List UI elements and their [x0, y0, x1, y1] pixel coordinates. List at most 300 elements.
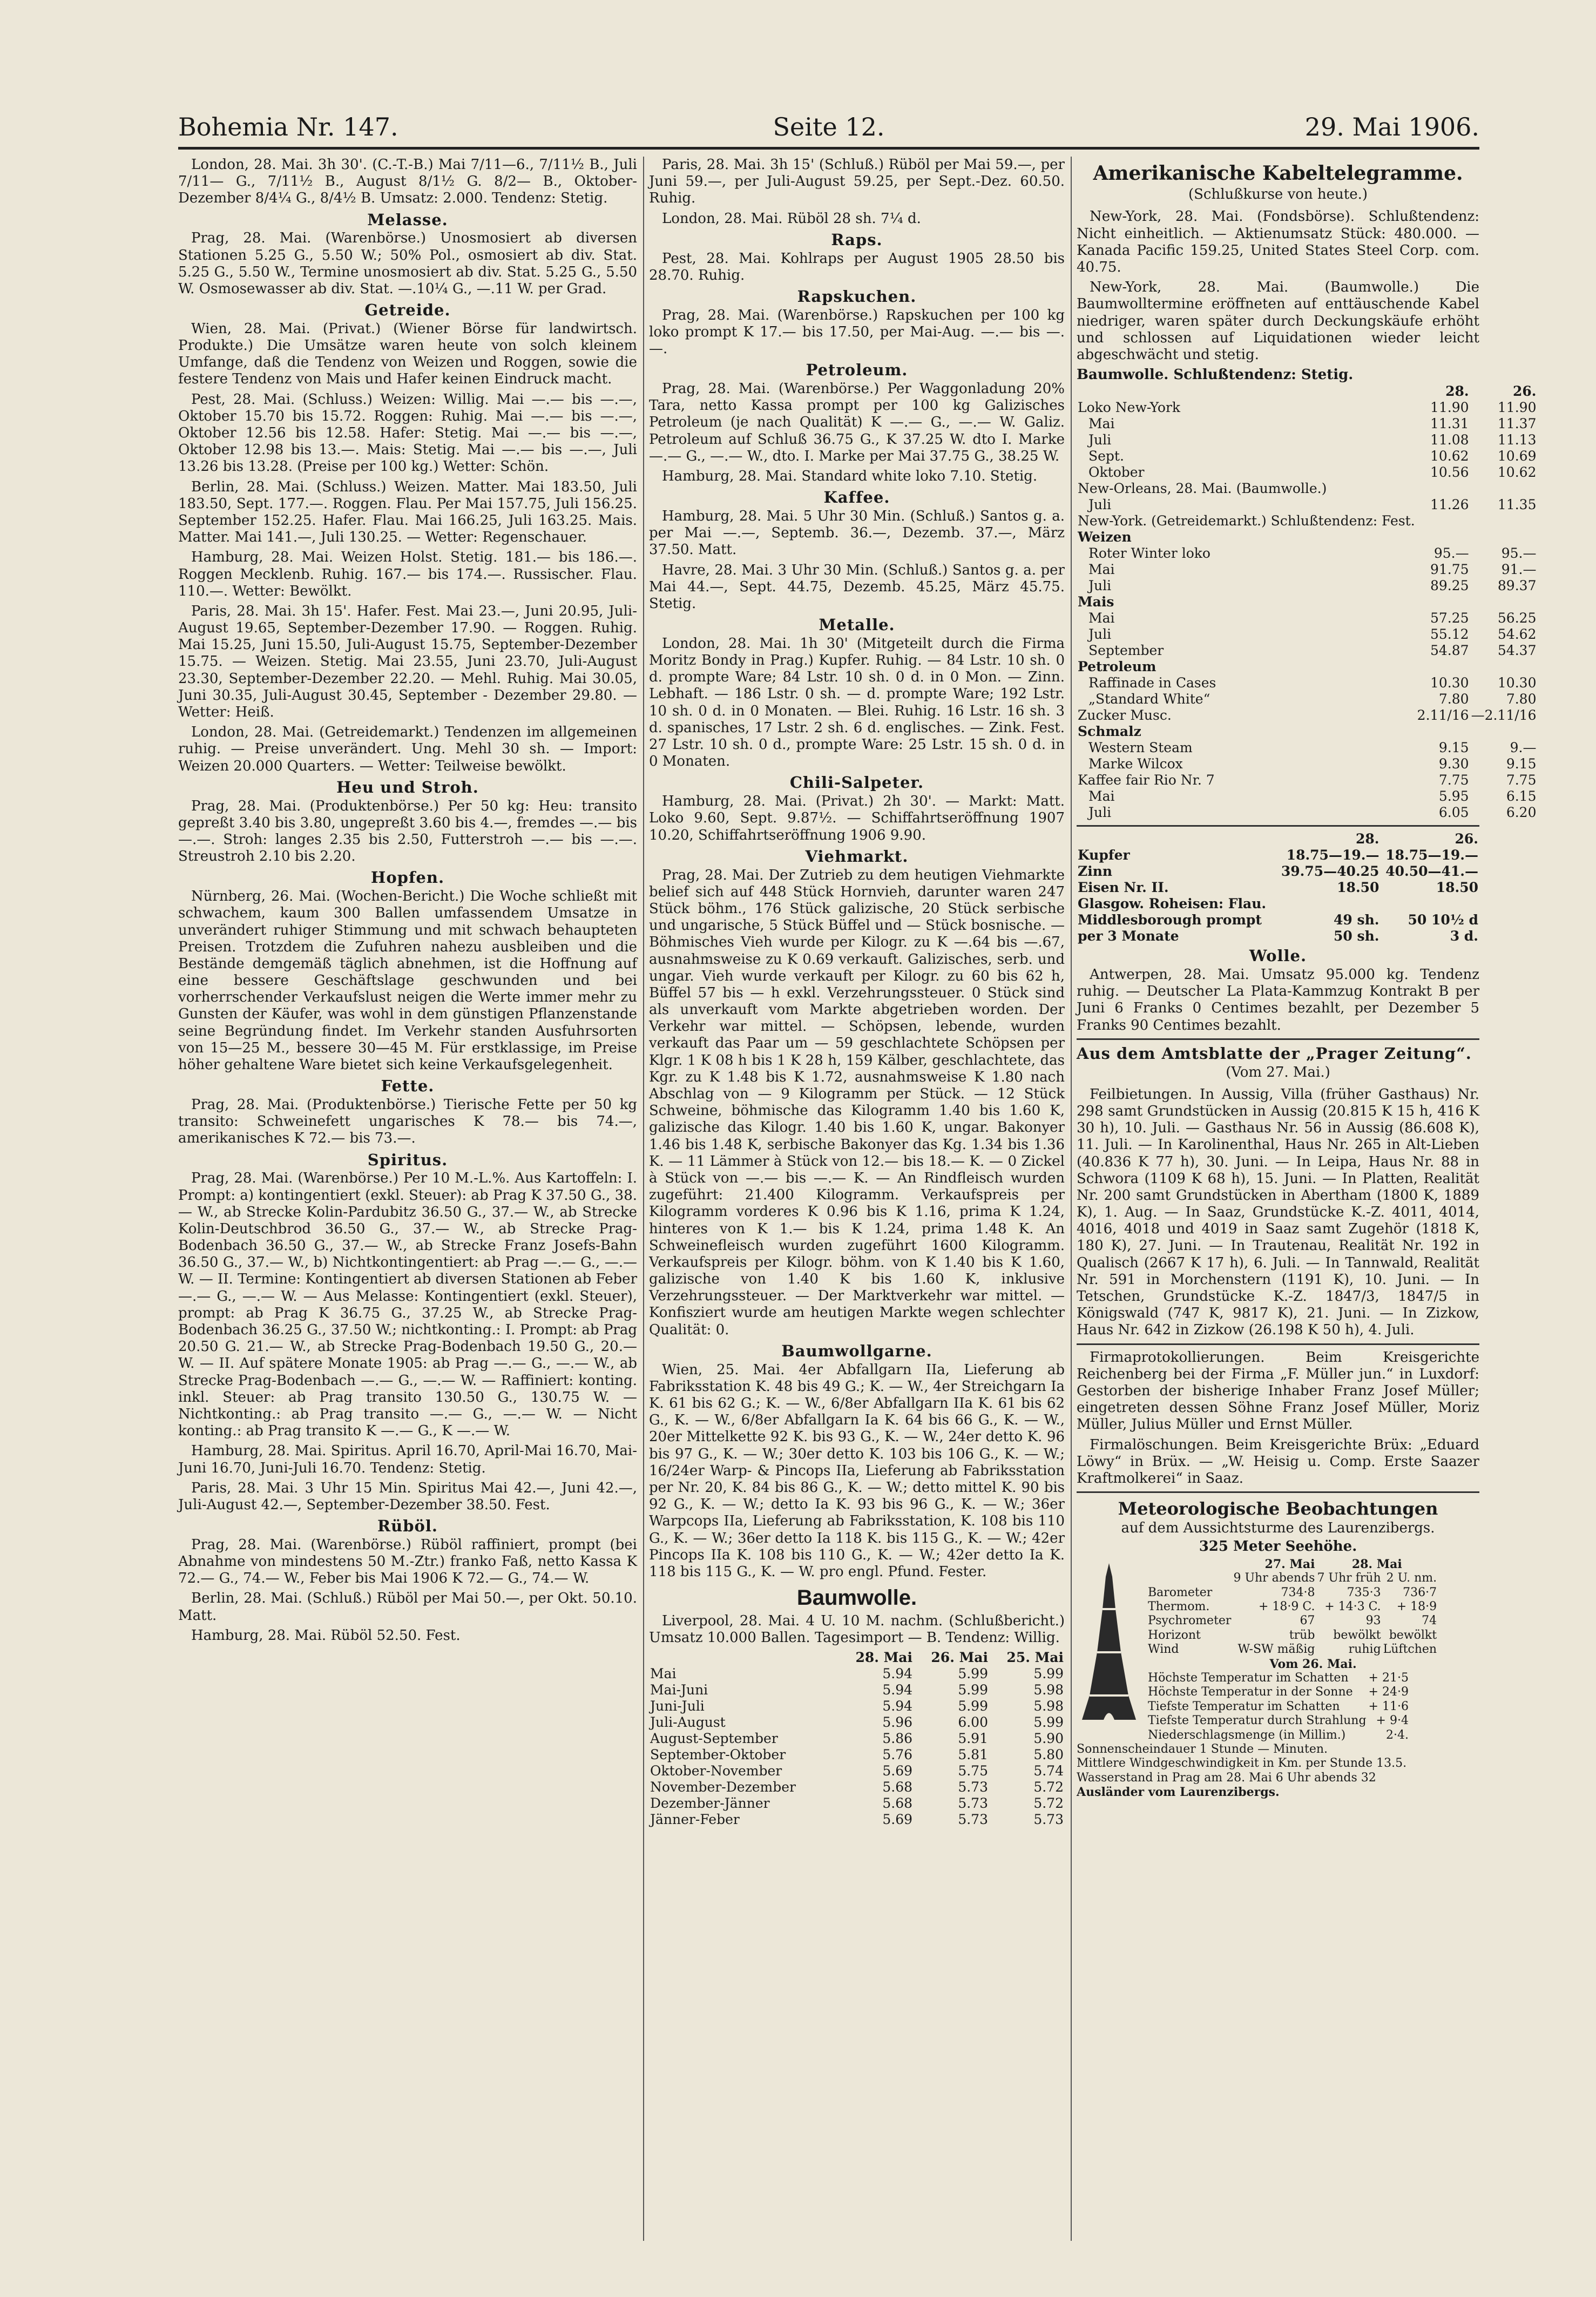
table-row	[1077, 928, 1479, 944]
section-heading: Kaffee.	[823, 488, 890, 507]
table-row	[1077, 400, 1537, 416]
row-label: Wind	[1148, 1643, 1179, 1657]
table-cell: 5.74	[1033, 1763, 1064, 1779]
article-paragraph: New-York, 28. Mai. (Baumwolle.) Die Baumwolltermine eröffneten auf enttäuschende Kabel niedriger, waren später durch Deckungskäufe erhöht und schlossen auf Liquidationen wieder leicht abgeschwächt und stetig.	[1077, 279, 1479, 363]
row-label: Mai	[1088, 562, 1115, 578]
section-heading: Wolle.	[1249, 947, 1307, 965]
table-cell: + 24·9	[1368, 1685, 1409, 1699]
table-row	[1077, 513, 1537, 529]
table-cell: + 21·5	[1368, 1671, 1409, 1685]
row-label: Western Steam	[1088, 740, 1193, 756]
table-cell: 5.94	[882, 1682, 913, 1698]
table-cell: 5.72	[1033, 1795, 1064, 1812]
table-cell: 9.—	[1510, 740, 1537, 756]
table-cell: 18.75—19.—	[1385, 847, 1478, 863]
table-cell: 7.80	[1506, 691, 1537, 707]
table-cell: 11.35	[1497, 497, 1537, 513]
table-cell: 10.30	[1497, 675, 1537, 691]
article-paragraph: Prag, 28. Mai. (Warenbörse.) Per Waggonladung 20% Tara, netto Kassa prompt per 100 kg Galizisches Petroleum (je nach Qualität) K —.— G., —.— W. Galiz. Petroleum auf Schluß 36.75 G., K 37.25 W. dto I. Marke —.— G., —.— W., dto. I. Marke per Mai 37.75 G., 38.25 W.	[649, 381, 1065, 464]
page-header	[178, 108, 1479, 150]
article-paragraph: Havre, 28. Mai. 3 Uhr 30 Min. (Schluß.) Santos g. a. per Mai 44.—, Sept. 44.75, Dezemb. 45.25, März 45.75. Stetig.	[649, 562, 1065, 612]
table-cell: 7.75	[1438, 772, 1469, 788]
table-cell: 11.13	[1497, 432, 1537, 448]
row-label: Juli	[1088, 805, 1112, 821]
table-cell: 5.80	[1033, 1747, 1064, 1763]
table-row	[1147, 1685, 1410, 1699]
row-label: Petroleum	[1078, 659, 1157, 675]
row-label: August-September	[650, 1731, 778, 1747]
row-label: New-York. (Getreidemarkt.) Schlußtendenz: Fest.	[1078, 513, 1415, 529]
cable-price-table	[1077, 383, 1537, 821]
table-cell: bewölkt	[1389, 1628, 1437, 1642]
row-label: Horizont	[1148, 1628, 1201, 1642]
row-label: Eisen Nr. II.	[1078, 880, 1169, 896]
article-paragraph: London, 28. Mai. (Getreidemarkt.) Tendenzen im allgemeinen ruhig. — Preise unverändert. Ung. Mehl 30 sh. — Import: Weizen 20.000 Quarters. — Wetter: Teilweise bewölkt.	[178, 724, 637, 774]
column-1	[178, 157, 637, 2241]
table-cell: 93	[1365, 1614, 1381, 1628]
table-cell	[1470, 529, 1538, 545]
page-number: Seite 12.	[773, 112, 885, 141]
row-label: Mai-Juni	[650, 1682, 708, 1698]
row-label: Middlesborough prompt	[1078, 912, 1262, 928]
table-cell: 6.00	[958, 1714, 988, 1731]
article-paragraph: Wien, 28. Mai. (Privat.) (Wiener Börse für landwirtsch. Produkte.) Die Umsätze waren heute von solch kleinem Umfange, daß die Tendenz von Weizen und Roggen, sowie die festere Tendenz von Mais und Hafer keinen Eindruck macht.	[178, 320, 637, 388]
row-label: Zinn	[1078, 863, 1113, 880]
row-label: Jänner-Feber	[650, 1812, 740, 1828]
divider	[1077, 825, 1479, 827]
table-cell	[1416, 659, 1470, 675]
row-label: Kupfer	[1078, 847, 1130, 863]
table-cell: 54.37	[1497, 643, 1537, 659]
table-row	[1077, 610, 1537, 626]
row-label: Mai	[650, 1666, 677, 1682]
table-row	[1077, 464, 1537, 481]
table-row	[1147, 1629, 1438, 1643]
section-subtitle: 325 Meter Seehöhe.	[1199, 1538, 1357, 1555]
section-heading: Raps.	[831, 230, 883, 249]
row-label: Mai	[1088, 788, 1115, 805]
table-cell: 39.75—40.25	[1281, 863, 1379, 880]
row-label: Glasgow. Roheisen: Flau.	[1078, 896, 1267, 912]
meteo-footnote: Mittlere Windgeschwindigkeit in Km. per Stunde 13.5.	[1077, 1756, 1407, 1771]
table-cell: 74	[1422, 1614, 1437, 1628]
table-cell: 5.73	[958, 1795, 988, 1812]
row-label: Juni-Juli	[650, 1698, 705, 1714]
table-row	[1077, 756, 1537, 772]
row-label: November-Dezember	[650, 1779, 796, 1795]
article-paragraph: Hamburg, 28. Mai. (Privat.) 2h 30'. — Markt: Matt. Loko 9.60, Sept. 9.87½. — Schiffahrtseröffnung 1907 10.20, Schiffahrtseröffnung 1906 9.90.	[649, 793, 1065, 843]
section-heading: Baumwolle.	[796, 1586, 917, 1610]
table-cell: 18.75—19.—	[1286, 847, 1379, 863]
masthead: Bohemia Nr. 147.	[178, 112, 398, 141]
table-row	[1147, 1643, 1438, 1657]
table-row	[649, 1763, 1065, 1779]
table-header-row	[649, 1650, 1065, 1666]
row-label: Tiefste Temperatur im Schatten	[1148, 1699, 1340, 1713]
table-cell: + 18·9	[1396, 1600, 1437, 1614]
divider	[1077, 1491, 1479, 1493]
table-cell: 6.05	[1438, 805, 1469, 821]
article-paragraph: Hamburg, 28. Mai. Weizen Holst. Stetig. 181.— bis 186.—. Roggen Mecklenb. Ruhig. 167.— bis 174.—. Russischer. Flau. 110.—. Wetter: Bewölkt.	[178, 549, 637, 599]
row-label: Dezember-Jänner	[650, 1795, 770, 1812]
table-row	[1077, 847, 1479, 863]
table-cell: 5.91	[958, 1731, 988, 1747]
table-row	[1077, 805, 1537, 821]
table-cell	[1380, 896, 1479, 912]
table-cell: 5.72	[1033, 1779, 1064, 1795]
table-cell: 11.37	[1497, 416, 1537, 432]
row-label: per 3 Monate	[1078, 928, 1179, 944]
section-heading: Fette.	[381, 1077, 435, 1096]
table-cell: 5.99	[958, 1698, 988, 1714]
table-cell: 50 sh.	[1334, 928, 1379, 944]
row-label: Juli	[1088, 578, 1112, 594]
article-paragraph: Prag, 28. Mai. (Produktenbörse.) Tierische Fette per 50 kg transito: Schweinefett ungarisches K 78.— bis 74.—, amerikanisches K 72.— bis 73.—.	[178, 1096, 637, 1147]
table-row	[1147, 1700, 1410, 1714]
table-cell: 91.—	[1501, 562, 1537, 578]
table-cell	[1416, 513, 1470, 529]
article-paragraph: Hamburg, 28. Mai. 5 Uhr 30 Min. (Schluß.) Santos g. a. per Mai —.—, Septemb. 36.—, Dezemb. 37.—, März 37.50. Matt.	[649, 508, 1065, 558]
column-header: 28.	[1355, 831, 1379, 847]
table-cell: 18.50	[1436, 880, 1478, 896]
table-cell: 5.99	[958, 1666, 988, 1682]
table-row	[1077, 432, 1537, 448]
column-header: 28. Mai	[855, 1650, 913, 1666]
table-cell: 5.94	[882, 1666, 913, 1682]
article-paragraph: London, 28. Mai. Rüböl 28 sh. 7¼ d.	[662, 210, 921, 227]
article-paragraph: Paris, 28. Mai. 3h 15' (Schluß.) Rüböl per Mai 59.—, per Juni 59.—, per Juli-August 59.25, per Sept.-Dez. 60.50. Ruhig.	[649, 157, 1065, 207]
article-paragraph: Hamburg, 28. Mai. Standard white loko 7.10. Stetig.	[662, 468, 1038, 485]
column-header: 26.	[1455, 831, 1478, 847]
table-cell: 95.—	[1433, 545, 1469, 562]
table-row	[1077, 529, 1537, 545]
row-label: Marke Wilcox	[1088, 756, 1183, 772]
article-paragraph: New-York, 28. Mai. (Fondsbörse). Schlußtendenz: Nicht einheitlich. — Aktienumsatz Stück: 480.000. — Kanada Pacific 159.25, United States Steel Corp. com. 40.75.	[1077, 208, 1479, 275]
section-title: Amerikanische Kabeltelegramme.	[1093, 162, 1463, 185]
table-row	[1077, 707, 1537, 724]
newspaper-page	[178, 108, 1537, 2241]
table-row	[1147, 1671, 1410, 1685]
table-row	[1077, 896, 1479, 912]
article-paragraph: London, 28. Mai. 3h 30'. (C.-T.-B.) Mai 7/11—6., 7/11½ B., Juli 7/11— G., 7/11½ B., August 8/1½ G. 8/2— B., Oktober-Dezember 8/4¼ G., 8/4½ B. Umsatz: 2.000. Tendenz: Stetig.	[178, 157, 637, 207]
table-row	[1147, 1728, 1410, 1742]
table-cell: 95.—	[1501, 545, 1537, 562]
table-row	[649, 1666, 1065, 1682]
table-cell: 10.62	[1497, 464, 1537, 481]
article-paragraph: Paris, 28. Mai. 3h 15'. Hafer. Fest. Mai 23.—, Juni 20.95, Juli-August 19.65, September-Dezember 17.90. — Roggen. Ruhig. Mai 15.25, Juni 15.50, Juli-August 15.75, September-Dezember 15.75. — Weizen. Stetig. Mai 23.55, Juni 23.70, Juli-August 23.30, September-Dezember 22.20. — Mehl. Ruhig. Mai 30.05, Juni 30.35, Juli-August 30.45, September - Dezember 29.80. — Wetter: Heiß.	[178, 603, 637, 721]
table-row	[1077, 863, 1479, 880]
table-cell: 9.15	[1438, 740, 1469, 756]
table-caption: Baumwolle. Schlußtendenz: Stetig.	[1077, 367, 1354, 383]
column-header: 25. Mai	[1006, 1650, 1064, 1666]
table-cell: 5.69	[882, 1812, 913, 1828]
table-cell: 5.98	[1033, 1682, 1064, 1698]
table-cell: 40.50—41.—	[1385, 863, 1478, 880]
column-subheader: 9 Uhr abends	[1233, 1571, 1315, 1585]
table-cell: 9.15	[1506, 756, 1537, 772]
meteo-footnote: Sonnenscheindauer 1 Stunde — Minuten.	[1077, 1742, 1328, 1756]
table-row	[1147, 1586, 1438, 1600]
meteo-extremes-table	[1147, 1671, 1410, 1742]
table-cell: 5.75	[958, 1763, 988, 1779]
table-row	[649, 1698, 1065, 1714]
table-cell: 5.94	[882, 1698, 913, 1714]
section-heading: Viehmarkt.	[805, 847, 909, 866]
divider	[1077, 1038, 1479, 1040]
table-row	[1077, 578, 1537, 594]
table-cell	[1470, 594, 1538, 610]
row-label: Juli	[1088, 432, 1112, 448]
table-row	[1077, 788, 1537, 805]
row-label: Schmalz	[1078, 724, 1141, 740]
article-paragraph: London, 28. Mai. 1h 30' (Mitgeteilt durch die Firma Moritz Bondy in Prag.) Kupfer. Ruhig. — 84 Lstr. 10 sh. 0 d. prompte Ware; 84 Lstr. 10 sh. 0 d. in 0 Mon. — Zinn. Lebhaft. — 186 Lstr. 0 sh. — d. prompte Ware; 192 Lstr. 10 sh. 0 d. in 0 Monaten. — Blei. Ruhig. 16 Lstr. 16 sh. 3 d. spanisches, 17 Lstr. 2 sh. 6 d. englisches. — Zink. Fest. 27 Lstr. 10 sh. 0 d., prompte Ware: 25 Lstr. 15 sh. 0 d. in 0 Monaten.	[649, 635, 1065, 770]
table-cell: 89.25	[1430, 578, 1469, 594]
table-cell: 736·7	[1403, 1585, 1437, 1599]
table-cell: bewölkt	[1333, 1628, 1381, 1642]
table-cell: 50 10½ d	[1408, 912, 1478, 928]
table-cell: 67	[1300, 1614, 1315, 1628]
observation-tower-illustration	[1077, 1560, 1141, 1722]
article-paragraph: Berlin, 28. Mai. (Schluß.) Rüböl per Mai 50.—, per Okt. 50.10. Matt.	[178, 1590, 637, 1624]
meteo-footnote: Ausländer vom Laurenzibergs.	[1077, 1785, 1280, 1800]
article-paragraph: Hamburg, 28. Mai. Spiritus. April 16.70, April-Mai 16.70, Mai-Juni 16.70, Juni-Juli 16.70. Tendenz: Stetig.	[178, 1443, 637, 1476]
table-cell: 11.08	[1430, 432, 1469, 448]
table-cell: 11.90	[1430, 400, 1469, 416]
table-row	[649, 1682, 1065, 1698]
row-label: Juli	[1088, 626, 1112, 643]
table-cell: 10.30	[1430, 675, 1469, 691]
table-cell: 5.99	[1033, 1714, 1064, 1731]
table-row	[1077, 880, 1479, 896]
table-row	[1077, 659, 1537, 675]
table-cell: + 14·3 C.	[1324, 1600, 1381, 1614]
article-paragraph: Berlin, 28. Mai. (Schluss.) Weizen. Matter. Mai 183.50, Juli 183.50, Sept. 177.—. Roggen. Flau. Per Mai 157.75, Juli 156.25. September 152.25. Hafer. Flau. Mai 166.25, Juli 163.25. Mais. Matter. Mai 141.—, Juli 130.25. — Wetter: Regenschauer.	[178, 478, 637, 546]
section-heading: Heu und Stroh.	[336, 778, 479, 796]
table-row	[1077, 675, 1537, 691]
section-heading: Aus dem Amtsblatte der „Prager Zeitung“.	[1077, 1044, 1472, 1063]
column-3	[1077, 157, 1537, 2241]
table-row	[1147, 1614, 1438, 1628]
article-paragraph: Prag, 28. Mai. (Warenbörse.) Per 10 M.-L.%. Aus Kartoffeln: I. Prompt: a) kontingentiert (exkl. Steuer): ab Prag K 37.50 G., 38.— W., ab Strecke Kolin-Pardubitz 36.50 G., 37.— W., ab Strecke Kolin-Deutschbrod 36.50 G., 37.— W., ab Strecke Prag-Bodenbach 36.50 G., 37.— W., ab Strecke Franz Josefs-Bahn 36.50 G., 37.— W., b) Nichtkontingentiert: ab Prag —.— G., —.— W. — II. Termine: Kontingentiert ab diversen Stationen ab Feber —.— G., —.— W. — Aus Melasse: Kontingentiert (exkl. Steuer), prompt: ab Prag K 36.75 G., 37.25 W., ab Strecke Prag-Bodenbach 36.25 G., 37.50 W.; nichtkonting.: I. Prompt: ab Prag 20.50 G. 21.— W., ab Strecke Prag-Bodenbach 19.50 G., 20.— W. — II. Auf spätere Monate 1905: ab Prag —.— G., —.— W., ab Strecke Prag-Bodenbach —.— G., —.— W. — Raffiniert: konting. inkl. Steuer: ab Prag transito 130.50 G., 130.75 W. — Nichtkonting.: ab Prag transito —.— G., —.— W. — Nicht konting.: ab Prag transito K —.— G., K —.— W.	[178, 1170, 637, 1440]
table-cell: 5.73	[958, 1812, 988, 1828]
table-cell: 91.75	[1430, 562, 1469, 578]
table-cell	[1276, 896, 1381, 912]
table-cell: 5.73	[958, 1779, 988, 1795]
table-cell: 5.99	[958, 1682, 988, 1698]
section-heading: Metalle.	[819, 616, 895, 634]
table-row	[649, 1795, 1065, 1812]
row-label: Raffinade in Cases	[1088, 675, 1216, 691]
article-paragraph: Wien, 25. Mai. 4er Abfallgarn IIa, Lieferung ab Fabriksstation K. 48 bis 49 G.; K. — W., 4er Streichgarn Ia K. 61 bis 62 G.; K. — W., 6/8er Abfallgarn IIa K. 61 bis 62 G., K. — W., 6/8er Abfallgarn Ia K. 64 bis 66 G., K. — W., 20er Mittelkette 92 K. bis 93 G., K. — W., 24er detto K. 96 bis 97 G., K. — W.; 30er detto K. 103 bis 106 G., K. — W.; 16/24er Warp- & Pincops IIa, Lieferung ab Fabriksstation per Nr. 20, K. 84 bis 86 G., K. — W.; detto mittel K. 90 bis 92 G., K. — W.; detto Ia K. 93 bis 96 G., K. — W.; 36er Warpcops IIa, Lieferung ab Fabriksstation, K. 108 bis 110 G., K. — W.; 36er detto Ia 118 K. bis 115 G., K. — W.; 42er Pincops IIa K. 108 bis 110 G., K. — W.; 42er detto Ia K. 118 bis 115 G., K. — W. pro engl. Pfund. Fester.	[649, 1361, 1065, 1580]
table-row	[1147, 1600, 1438, 1614]
meteo-footnote: Wasserstand in Prag am 28. Mai 6 Uhr abends 32	[1077, 1771, 1376, 1785]
section-heading: Getreide.	[364, 301, 451, 320]
table-cell: 5.96	[882, 1714, 913, 1731]
table-cell: 11.90	[1497, 400, 1537, 416]
table-cell: 5.95	[1438, 788, 1469, 805]
article-paragraph: Firmalöschungen. Beim Kreisgerichte Brüx: „Eduard Löwy“ in Brüx. — „W. Heisig u. Comp. Erste Saazer Kraftmolkerei“ in Saaz.	[1077, 1436, 1479, 1487]
row-label: Sept.	[1088, 448, 1124, 464]
table-row	[649, 1714, 1065, 1731]
column-rule	[643, 157, 644, 2241]
article-paragraph: Pest, 28. Mai. Kohlraps per August 1905 28.50 bis 28.70. Ruhig.	[649, 250, 1065, 283]
section-heading: Hopfen.	[370, 868, 445, 887]
table-cell: + 18·9 C.	[1258, 1600, 1315, 1614]
article-paragraph: Feilbietungen. In Aussig, Villa (früher Gasthaus) Nr. 298 samt Grundstücken in Aussig (20.815 K 15 h, 416 K 30 h), 10. Juli. — Gasthaus Nr. 56 in Aussig (86.608 K), 11. Juli. — In Karolinenthal, Haus Nr. 265 in Alt-Lieben (40.836 K 77 h), 30. Juni. — In Leipa, Haus Nr. 88 in Schwora (1109 K 68 h), 15. Juni. — In Platten, Realität Nr. 200 samt Grundstücken in Abertham (1800 K, 1889 K), 1. Aug. — In Saaz, Grundstücke K.-Z. 4011, 4014, 4016, 4018 und 4019 in Saaz samt Zugehör (1818 K, 180 K), 27. Juni. — In Trautenau, Realität Nr. 192 in Qualisch (2667 K 17 h), 6. Juli. — In Tannwald, Realität Nr. 591 in Morchenstern (1191 K), 10. Juni. — In Tetschen, Grundstücke K.-Z. 1847/3, 1847/5 in Königswald (747 K, 9817 K), 21. Juni. — In Zizkow, Haus Nr. 642 in Zizkow (26.198 K 50 h), 4. Juli.	[1077, 1086, 1479, 1339]
row-label: „Standard White“	[1088, 691, 1210, 707]
table-header-row	[1077, 831, 1479, 847]
table-header-row	[1077, 383, 1537, 400]
table-cell: 5.81	[958, 1747, 988, 1763]
column-header: 27. Mai	[1264, 1557, 1315, 1571]
row-label: Niederschlagsmenge (in Millim.)	[1148, 1728, 1346, 1742]
table-cell	[1470, 481, 1538, 497]
table-cell: + 11·6	[1368, 1699, 1409, 1713]
table-cell	[1470, 724, 1538, 740]
row-label: Roter Winter loko	[1088, 545, 1210, 562]
table-row	[1077, 626, 1537, 643]
section-heading: Baumwollgarne.	[781, 1341, 932, 1360]
table-cell: 11.26	[1430, 497, 1469, 513]
table-cell: 5.73	[1033, 1812, 1064, 1828]
table-cell: 10.62	[1430, 448, 1469, 464]
row-label: Oktober	[1088, 464, 1145, 481]
table-row	[649, 1747, 1065, 1763]
table-cell: 7.75	[1506, 772, 1537, 788]
table-cell: 5.68	[882, 1779, 913, 1795]
column-header: 28. Mai	[1351, 1557, 1402, 1571]
article-paragraph: Antwerpen, 28. Mai. Umsatz 95.000 kg. Tendenz ruhig. — Deutscher La Plata-Kammzug Kontrakt B per Juni 6 Franks 0 Centimes bezahlt, per Dezember 5 Franks 90 Centimes bezahlt.	[1077, 967, 1479, 1033]
section-heading: Chili-Salpeter.	[789, 773, 924, 792]
row-label: September-Oktober	[650, 1747, 786, 1763]
article-paragraph: Prag, 28. Mai. (Warenbörse.) Unosmosiert ab diversen Stationen 5.25 G., 5.50 W.; 50% Pol., osmosiert ab div. Stat. 5.25 G., 5.50 W., Termine unosmosiert ab div. Stat. 5.25 G., 5.50 W. Osmosewasser ab div. Stat. —.10¼ G., —.11 W. per Grad.	[178, 230, 637, 297]
table-row	[1077, 448, 1537, 464]
table-cell: 89.37	[1497, 578, 1537, 594]
issue-date: 29. Mai 1906.	[1304, 112, 1479, 141]
table-cell: 10.56	[1430, 464, 1469, 481]
table-cell: 49 sh.	[1334, 912, 1379, 928]
table-cell: 55.12	[1430, 626, 1469, 643]
table-cell	[1416, 529, 1470, 545]
table-cell: W-SW mäßig	[1237, 1643, 1315, 1657]
table-cell: 734·8	[1281, 1585, 1315, 1599]
column-rule	[1071, 157, 1072, 2241]
table-cell	[1416, 594, 1470, 610]
table-cell: 6.15	[1506, 788, 1537, 805]
row-label: Oktober-November	[650, 1763, 782, 1779]
metals-price-table	[1077, 831, 1479, 944]
table-row	[1077, 740, 1537, 756]
table-cell: 5.69	[882, 1763, 913, 1779]
article-paragraph: Firmaprotokollierungen. Beim Kreisgerichte Reichenberg bei der Firma „F. Müller jun.“ in Luxdorf: Gestorben der bisherige Inhaber Franz Josef Müller; eingetreten dessen Söhne Franz Josef Müller, Moriz Müller, Julius Müller und Ernst Müller.	[1077, 1349, 1479, 1433]
section-heading: Rüböl.	[377, 1517, 438, 1536]
article-paragraph: Nürnberg, 26. Mai. (Wochen-Bericht.) Die Woche schließt mit schwachem, kaum 300 Ballen umfassendem Umsatze in unverändert ruhiger Stimmung und mit schwach behaupteten Preisen. Trotzdem die Zufuhren nahezu ausbleiben und die Bestände demgemäß täglich abnehmen, ist die Hoffnung auf eine bessere Geschäftslage geschwunden und bei vorherrschender Verkaufslust neigen die Werte immer mehr zu Gunsten der Käufer, was wohl in dem günstigen Pflanzenstande seine Begründung findet. Im Verkehr standen Ausfuhrsorten von 15—25 M., bessere 30—45 M. Für erstklassige, im Preise höher gehaltene Ware bietet sich keine Verkaufsgelegenheit.	[178, 888, 637, 1073]
column-subheader: 7 Uhr früh	[1317, 1571, 1381, 1585]
table-cell: 56.25	[1497, 610, 1537, 626]
table-cell: 3 d.	[1450, 928, 1478, 944]
article-paragraph: Paris, 28. Mai. 3 Uhr 15 Min. Spiritus Mai 42.—, Juni 42.—, Juli-August 42.—, September-Dezember 38.50. Fest.	[178, 1479, 637, 1513]
column-header: 26.	[1512, 383, 1537, 400]
table-cell: Lüftchen	[1383, 1643, 1437, 1657]
table-row	[1077, 691, 1537, 707]
table-cell: 57.25	[1430, 610, 1469, 626]
row-label: New-Orleans, 28. Mai. (Baumwolle.)	[1078, 481, 1327, 497]
row-label: Kaffee fair Rio Nr. 7	[1078, 772, 1215, 788]
row-label: Juli-August	[650, 1714, 726, 1731]
column-header: 28.	[1445, 383, 1469, 400]
row-label: Barometer	[1148, 1585, 1213, 1599]
table-cell: —2.11/16	[1471, 707, 1537, 724]
table-row	[649, 1731, 1065, 1747]
row-label: Höchste Temperatur im Schatten	[1148, 1671, 1349, 1685]
row-label: Psychrometer	[1148, 1614, 1232, 1628]
section-heading: Rapskuchen.	[797, 287, 917, 306]
table-cell: 5.98	[1033, 1698, 1064, 1714]
table-cell: 735·3	[1347, 1585, 1381, 1599]
table-cell: 2·4.	[1385, 1728, 1409, 1742]
table-cell: ruhig	[1348, 1643, 1381, 1657]
row-label: Mais	[1078, 594, 1114, 610]
table-cell	[1416, 724, 1470, 740]
row-label: Zucker Musc.	[1078, 707, 1172, 724]
row-label: Juli	[1088, 497, 1112, 513]
divider	[1077, 1343, 1479, 1345]
table-cell: 11.31	[1430, 416, 1469, 432]
table-row	[1077, 912, 1479, 928]
table-cell: 7.80	[1438, 691, 1469, 707]
meteo-table	[1147, 1557, 1438, 1657]
table-cell: 2.11/16	[1417, 707, 1469, 724]
column-header: 26. Mai	[931, 1650, 988, 1666]
row-label: Mai	[1088, 416, 1115, 432]
table-row	[1077, 643, 1537, 659]
table-row	[1077, 724, 1537, 740]
section-heading: Melasse.	[367, 210, 448, 229]
column-subheader: 2 U. nm.	[1386, 1571, 1437, 1585]
section-title: Meteorologische Beobachtungen	[1118, 1498, 1438, 1519]
table-cell: 5.90	[1033, 1731, 1064, 1747]
article-paragraph: Prag, 28. Mai. (Warenbörse.) Rapskuchen per 100 kg loko prompt K 17.— bis 17.50, per Mai-Aug. —.— bis —.—.	[649, 307, 1065, 357]
meteo-subheading: Vom 26. Mai.	[1269, 1657, 1357, 1671]
table-cell: 5.76	[882, 1747, 913, 1763]
article-paragraph: Hamburg, 28. Mai. Rüböl 52.50. Fest.	[191, 1627, 461, 1644]
section-heading: Petroleum.	[806, 361, 908, 380]
table-cell: 54.87	[1430, 643, 1469, 659]
section-subtitle: auf dem Aussichtsturme des Laurenzibergs.	[1121, 1520, 1435, 1537]
row-label: Weizen	[1078, 529, 1132, 545]
table-cell: + 9·4	[1376, 1714, 1409, 1728]
section-subtitle: (Schlußkurse von heute.)	[1188, 186, 1368, 203]
article-paragraph: Prag, 28. Mai. (Warenbörse.) Rüböl raffiniert, prompt (bei Abnahme von mindestens 50 M.-Ztr.) franko Faß, netto Kassa K 72.— G., 74.— W., Feber bis Mai 1906 K 72.— G., 74.— W.	[178, 1536, 637, 1587]
section-heading: Spiritus.	[367, 1150, 448, 1169]
table-row	[1077, 772, 1537, 788]
row-label: Mai	[1088, 610, 1115, 626]
table-cell	[1470, 513, 1538, 529]
article-paragraph: Prag, 28. Mai. (Produktenbörse.) Per 50 kg: Heu: transito gepreßt 3.40 bis 3.80, ungepreßt 3.60 bis 4.—, fremdes —.— bis —.—. Stroh: langes 2.35 bis 2.50, Futterstroh —.— bis —.—. Streustroh 2.10 bis 2.20.	[178, 798, 637, 865]
cotton-price-table	[649, 1650, 1065, 1828]
table-cell: 5.68	[882, 1795, 913, 1812]
table-cell: trüb	[1289, 1628, 1315, 1642]
table-row	[1077, 497, 1537, 513]
table-cell: 18.50	[1337, 880, 1379, 896]
column-2	[649, 157, 1065, 2241]
table-cell	[1470, 659, 1538, 675]
table-cell: 9.30	[1438, 756, 1469, 772]
table-row	[1077, 594, 1537, 610]
table-cell: 54.62	[1497, 626, 1537, 643]
table-row	[1077, 416, 1537, 432]
row-label: Höchste Temperatur in der Sonne	[1148, 1685, 1353, 1699]
